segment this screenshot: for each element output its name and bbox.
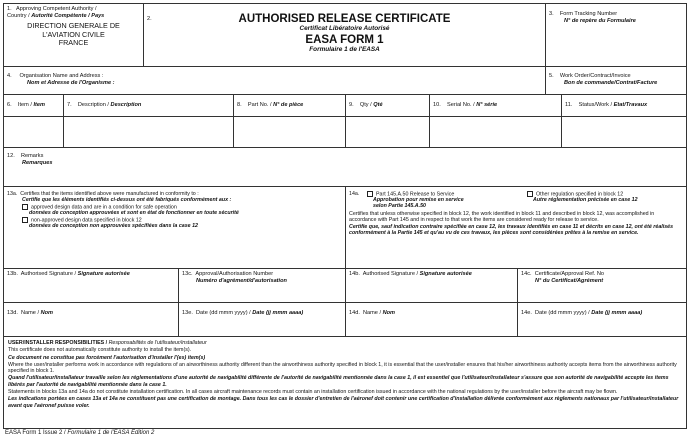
part-no-field[interactable]	[234, 117, 346, 147]
block-3-tracking-number[interactable]: 3. Form Tracking Number N° de repère du Formulaire	[549, 11, 636, 24]
easa-form-1	[3, 3, 687, 429]
item-field[interactable]	[4, 117, 64, 147]
block-13c-approval-number[interactable]: 13c. Approval/Authorisation Number Numéro d'agrément/d'autorisation	[179, 269, 346, 302]
block-5-work-order[interactable]: 5. Work Order/Contract/Invoice Bon de commande/Contrat/Facture	[549, 73, 658, 86]
block-13b-signature[interactable]: 13b. Authorised Signature / Signature autorisée	[4, 269, 179, 302]
org-row	[4, 67, 686, 95]
block-12-remarks[interactable]: 12. Remarks Remarques	[4, 148, 686, 187]
user-installer-responsibilities: USER/INSTALLER RESPONSIBILITIES / Responsabilités de l'utilisateur/installateur This certificate does not automatically constitute authority to install the item(s). Ce document ne constitue pas forcément l'autorisation d'installer l'(es) item(s) Where the user/installer performs work in accordance with regulations of an airworthiness authority different than the airworthiness authority specified in block 1, it is essential that the user/installer ensures that his/her airworthiness authority accepts items from the airworthiness authority specified in block 1. Quand l'utilisateur/installateur travaille selon les réglementations d'une autorité de navigabilité différente de l'autorité de navigabilité mentionnée dans la case 1, il est essentiel que l'utilisateur/installateur s'assure que son autorité de navigabilité accepte les items libérés par l'autorité de navigabilité mentionnée dans la case 1. Statements in blocks 13a and 14a do not constitute installation certification. In all cases aircraft maintenance records must contain an installation certification issued in accordance with the national regulations by the user/installer before the aircraft may be flown. Les indications portées en cases 13a et 14a ne constituent pas une certification de montage. Dans tous les cas le dossier d'entretien de l'aéronef doit contenir une certification d'installation délivrée conformément aux règlements nationaux par l'utilisateur/installateur avant que l'aéronef puisse voler.	[8, 340, 679, 409]
item-data-row	[4, 117, 686, 148]
form-title: AUTHORISED RELEASE CERTIFICATE	[238, 13, 451, 25]
non-approved-design-checkbox[interactable]	[22, 217, 28, 223]
block-14a: 14a. Part 145.A.50 Release to Service Approbation pour remise en service selon Partie 145.A.50 Other regulation specified in block 12 Autre réglementation précisée en case 12 Certifies that unless otherwise specified in block 12, the work identified in block 11 and described in block 12, was accomplished in accordance with Part 145 and in respect to that work the items are considered ready for release to service. Certifie que, sauf indication contraire spécifiée en case 12, les travaux identifiés en case 11 et décrits en case 12, ont été réalisés conformément à la Partie 145 et qu'au vu de ces travaux, les pièces sont considérées prêtes à la remise en service.	[349, 191, 674, 236]
block-13d-name[interactable]: 13d. Name / Nom	[4, 303, 179, 336]
col-item: 6. Item / Item	[4, 95, 64, 116]
form-name: EASA FORM 1	[305, 33, 384, 46]
status-work-field[interactable]	[562, 117, 686, 147]
block-2-title: 2. AUTHORISED RELEASE CERTIFICATE Certificat Libératoire Autorisé EASA FORM 1 Formulaire 1 de l'EASA	[144, 4, 546, 66]
approved-design-checkbox[interactable]	[22, 204, 28, 210]
block-14d-name[interactable]: 14d. Name / Nom	[346, 303, 518, 336]
block-14e-date[interactable]: 14e. Date (dd mmm yyyy) / Date (jj mmm aaaa)	[521, 310, 643, 316]
block-14c-certificate-ref[interactable]: 14c. Certificate/Approval Ref. No N° du Certificat/Agrément	[521, 271, 605, 284]
certification-row	[4, 187, 686, 269]
description-field[interactable]	[64, 117, 234, 147]
col-part-no: 8. Part No. / N° de pièce	[234, 95, 346, 116]
items-header-row	[4, 95, 686, 117]
block-14b-signature[interactable]: 14b. Authorised Signature / Signature autorisée	[346, 269, 518, 302]
col-description: 7. Description / Description	[64, 95, 234, 116]
header-row	[4, 4, 686, 67]
form-footer: EASA Form 1 Issue 2 / Formulaire 1 de l'EASA Edition 2	[5, 430, 155, 436]
block-1-authority: 1. Approving Competent Authority / Country / Autorité Compétente / Pays DIRECTION GENERALE DE L'AVIATION CIVILE FRANCE	[4, 4, 144, 66]
name-date-row	[4, 303, 686, 337]
block-4-organisation[interactable]: 4. Organisation Name and Address : Nom et Adresse de l'Organisme :	[4, 67, 546, 94]
block-13e-date[interactable]: 13e. Date (dd mmm yyyy) / Date (jj mmm aaaa)	[179, 303, 346, 336]
col-qty: 9. Qty / Qté	[346, 95, 430, 116]
block-13a: 13a. Certifies that the items identified above were manufactured in conformity to : Certifie que les éléments identifiés ci-dessus ont été fabriqués conformément aux : approved design data and are in a condition for safe operation données de conception approuvées et sont en état de fonctionner en toute sécurité non-approved design data specified in block 12 données de conception non approuvées spécifiées dans la case 12	[4, 187, 346, 268]
qty-field[interactable]	[346, 117, 430, 147]
col-serial-no: 10. Serial No. / N° série	[430, 95, 562, 116]
serial-no-field[interactable]	[430, 117, 562, 147]
signature-row	[4, 269, 686, 303]
authority-name: DIRECTION GENERALE DE L'AVIATION CIVILE FRANCE	[27, 21, 120, 48]
col-status-work: 11. Status/Work / Etat/Travaux	[565, 102, 648, 108]
